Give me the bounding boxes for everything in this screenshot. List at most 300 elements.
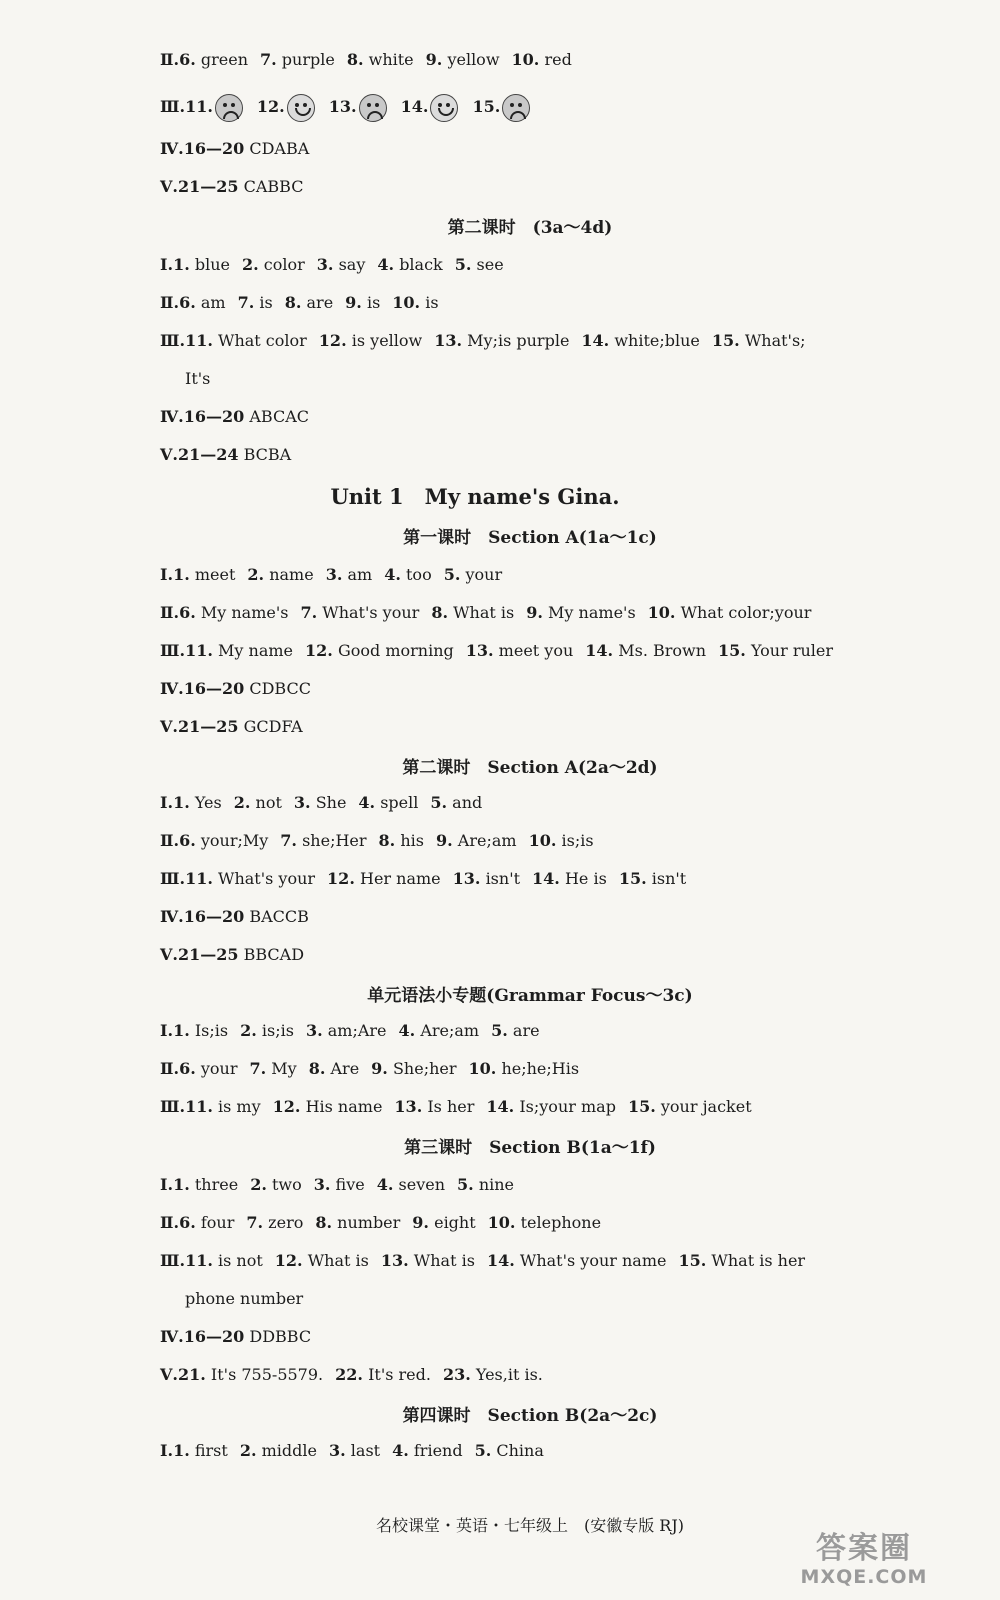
question-number: 7.	[249, 1059, 267, 1078]
answer-line	[160, 1211, 601, 1235]
answer-line	[160, 405, 309, 429]
lesson-heading: 第三课时 Section B(1a～1f)	[404, 1138, 656, 1158]
answer-item	[178, 945, 304, 964]
answer-text: is my	[218, 1097, 261, 1116]
section-numeral: Ⅲ.	[160, 97, 186, 116]
answer-text: is;is	[561, 831, 594, 850]
question-number: 4.	[376, 1175, 394, 1194]
answer-item	[329, 1441, 380, 1460]
answer-item	[314, 1175, 365, 1194]
question-number: 2.	[242, 255, 259, 274]
question-number: 1.	[173, 255, 190, 274]
answer-item	[185, 641, 293, 660]
answer-text: Ms. Brown	[618, 641, 707, 660]
face-eye	[438, 103, 442, 107]
section-numeral: Ⅰ.	[160, 565, 174, 584]
answer-text: Yes	[194, 793, 222, 812]
answer-text: What color	[218, 331, 307, 350]
answer-text: four	[200, 1213, 235, 1232]
answer-text: not	[255, 793, 282, 812]
face-item	[185, 97, 245, 116]
section-numeral: Ⅱ.	[160, 603, 180, 622]
answer-item	[178, 177, 303, 196]
section-numeral: Ⅴ.	[160, 445, 178, 464]
face-eye	[231, 103, 235, 107]
answer-item	[260, 50, 335, 69]
answer-text: GCDFA	[243, 717, 303, 736]
section-numeral: Ⅱ.	[160, 831, 180, 850]
answer-line	[160, 253, 504, 277]
answer-item	[345, 293, 380, 312]
answer-item	[280, 831, 366, 850]
question-number: 9.	[425, 50, 443, 69]
answer-text: My name's	[548, 603, 636, 622]
answer-item	[179, 831, 268, 850]
answer-text: Are;am	[457, 831, 517, 850]
answer-text: is	[425, 293, 439, 312]
answer-text: first	[194, 1441, 228, 1460]
answer-text: Is;your map	[519, 1097, 616, 1116]
question-number: 8.	[378, 831, 396, 850]
answer-item	[317, 255, 366, 274]
answer-line	[160, 329, 806, 353]
section-numeral: Ⅴ.	[160, 717, 178, 736]
answer-item	[294, 793, 347, 812]
question-number: 10.	[487, 1213, 516, 1232]
answer-item	[309, 1059, 359, 1078]
answer-item	[247, 565, 313, 584]
answer-text: seven	[398, 1175, 446, 1194]
face-mouth	[367, 111, 383, 119]
answer-item	[457, 1175, 514, 1194]
answer-item	[491, 1021, 539, 1040]
question-number: 12.	[305, 641, 333, 660]
face-eye	[367, 103, 371, 107]
question-number: 12.	[318, 331, 347, 350]
question-number: 15.	[618, 869, 647, 888]
question-number: 13.	[328, 97, 357, 116]
answer-item	[648, 603, 812, 622]
question-number: 3.	[313, 1175, 331, 1194]
question-number: 4.	[384, 565, 401, 584]
answer-item	[426, 50, 500, 69]
section-numeral: Ⅰ.	[160, 1441, 174, 1460]
question-number: 1.	[173, 1021, 190, 1040]
answer-text: your;My	[200, 831, 269, 850]
question-number: 1.	[173, 1175, 190, 1194]
answer-item	[238, 293, 273, 312]
question-number: 22.	[335, 1365, 363, 1384]
answer-line	[160, 1249, 805, 1273]
answer-text: your jacket	[660, 1097, 752, 1116]
question-number: 6.	[179, 1059, 196, 1078]
answer-text: am;Are	[327, 1021, 387, 1040]
answer-item	[394, 1097, 474, 1116]
answer-text: Is;is	[194, 1021, 229, 1040]
question-number: 7.	[280, 831, 297, 850]
answer-line	[160, 829, 594, 853]
answer-text: three	[194, 1175, 239, 1194]
answer-text: My name	[218, 641, 293, 660]
answer-item	[347, 50, 414, 69]
unit-title: Unit 1 My name's Gina.	[330, 484, 620, 509]
answer-line	[185, 1287, 303, 1311]
answer-text: his	[400, 831, 424, 850]
question-number: 5.	[443, 565, 461, 584]
answer-line	[160, 1173, 514, 1197]
answer-item	[469, 1059, 580, 1078]
face-eye	[375, 103, 379, 107]
answer-item	[319, 331, 422, 350]
question-number: 2.	[233, 793, 251, 812]
answer-text: isn't	[485, 869, 521, 888]
answer-item	[529, 831, 594, 850]
answer-text: meet	[194, 565, 236, 584]
question-number: 3.	[293, 793, 311, 812]
answer-item	[628, 1097, 752, 1116]
answer-text: Is her	[427, 1097, 475, 1116]
question-number: 6.	[179, 1213, 196, 1232]
answer-line	[160, 791, 482, 815]
answer-text: meet you	[498, 641, 574, 660]
question-number: 2.	[239, 1441, 257, 1460]
answer-item	[431, 603, 514, 622]
answer-item	[377, 1175, 445, 1194]
answer-item	[335, 1365, 431, 1384]
section-numeral: Ⅰ.	[160, 255, 174, 274]
question-number: 11.	[185, 1097, 213, 1116]
section-numeral: Ⅳ.	[160, 139, 184, 158]
answer-text: two	[271, 1175, 302, 1194]
question-number: 11.	[185, 869, 213, 888]
answer-text: What color;your	[680, 603, 812, 622]
section-numeral: Ⅳ.	[160, 907, 184, 926]
answer-item	[178, 445, 291, 464]
question-number: 9.	[435, 831, 453, 850]
answer-text: color	[263, 255, 305, 274]
section-numeral: Ⅲ.	[160, 641, 186, 660]
answer-item	[273, 1097, 383, 1116]
answer-item	[392, 1441, 463, 1460]
answer-item	[184, 407, 309, 426]
face-eye	[446, 103, 450, 107]
answer-text: ABCAC	[249, 407, 310, 426]
question-number: 15.	[718, 641, 746, 660]
answer-text: is	[259, 293, 273, 312]
face-eye	[223, 103, 227, 107]
question-number: 7.	[237, 293, 255, 312]
answer-text: am	[200, 293, 226, 312]
question-number: 7.	[246, 1213, 264, 1232]
answer-text: Your ruler	[750, 641, 833, 660]
answer-line	[160, 715, 303, 739]
answer-item	[285, 293, 333, 312]
lesson-heading: 单元语法小专题(Grammar Focus～3c)	[367, 986, 693, 1006]
question-number: 10.	[528, 831, 557, 850]
answer-text: CABBC	[243, 177, 304, 196]
question-number: 4.	[358, 793, 376, 812]
question-number: 13.	[380, 1251, 409, 1270]
question-number: 15.	[627, 1097, 656, 1116]
answer-item	[585, 641, 706, 660]
answer-item	[581, 331, 699, 350]
question-number: 5.	[430, 793, 448, 812]
section-numeral: Ⅲ.	[160, 331, 186, 350]
answer-text: My	[271, 1059, 297, 1078]
answer-item	[300, 603, 419, 622]
answer-item	[453, 869, 520, 888]
answer-text: It's 755-5579.	[210, 1365, 324, 1384]
answer-line	[160, 905, 309, 929]
question-number: 21.	[177, 1365, 206, 1384]
question-number: 5.	[457, 1175, 474, 1194]
question-number: 14.	[486, 1251, 515, 1270]
question-number: 16—20	[183, 139, 245, 158]
question-number: 10.	[511, 50, 540, 69]
answer-text: What's your name	[519, 1251, 667, 1270]
question-number: 11.	[185, 641, 213, 660]
lesson-heading: 第二课时 (3a～4d)	[447, 218, 613, 238]
answer-text: name	[269, 565, 314, 584]
answer-item	[185, 369, 210, 388]
answer-line	[160, 601, 811, 625]
answer-item	[358, 793, 418, 812]
question-number: 12.	[327, 869, 355, 888]
answer-item	[326, 565, 373, 584]
answer-text: he;he;His	[501, 1059, 580, 1078]
question-number: 21—24	[177, 445, 239, 464]
answer-item	[184, 679, 311, 698]
section-numeral: Ⅲ.	[160, 869, 186, 888]
answer-item	[430, 793, 482, 812]
question-number: 3.	[316, 255, 334, 274]
watermark-text: 答案圈	[816, 1531, 912, 1566]
answer-item	[475, 1441, 544, 1460]
answer-item	[185, 1097, 261, 1116]
answer-text: China	[496, 1441, 544, 1460]
answer-text: He is	[564, 869, 607, 888]
answer-text: She;her	[392, 1059, 457, 1078]
answer-text: Are;am	[420, 1021, 480, 1040]
face-eye	[303, 103, 307, 107]
answer-line	[160, 943, 304, 967]
section-numeral: Ⅲ.	[160, 1251, 186, 1270]
answer-item	[377, 255, 442, 274]
question-number: 14.	[585, 641, 614, 660]
page-footer: 名校课堂・英语・七年级上 (安徽专版 RJ)	[375, 1516, 685, 1535]
answer-item	[179, 50, 248, 69]
section-numeral: Ⅱ.	[160, 50, 180, 69]
answer-item	[240, 1021, 294, 1040]
answer-item	[173, 1175, 238, 1194]
sad-face-icon	[359, 94, 387, 122]
question-number: 6.	[179, 603, 196, 622]
answer-text: BBCAD	[243, 945, 305, 964]
answer-item	[184, 1327, 311, 1346]
answer-text: phone number	[185, 1289, 304, 1308]
answer-line	[160, 175, 303, 199]
answer-text: are	[306, 293, 334, 312]
answer-text: too	[406, 565, 432, 584]
answer-item	[305, 641, 454, 660]
question-number: 11.	[185, 1251, 213, 1270]
answer-text: your	[200, 1059, 238, 1078]
answer-text: purple	[281, 50, 335, 69]
question-number: 7.	[300, 603, 318, 622]
question-number: 15.	[711, 331, 740, 350]
question-number: 5.	[474, 1441, 492, 1460]
question-number: 12.	[256, 97, 285, 116]
answer-text: Are	[330, 1059, 360, 1078]
answer-line	[160, 1019, 540, 1043]
answer-text: white;blue	[614, 331, 700, 350]
question-number: 1.	[173, 565, 190, 584]
question-number: 21—25	[177, 945, 239, 964]
answer-text: zero	[268, 1213, 304, 1232]
question-number: 2.	[250, 1175, 267, 1194]
answer-text: last	[350, 1441, 381, 1460]
face-eye	[518, 103, 522, 107]
question-number: 12.	[272, 1097, 301, 1116]
answer-item	[444, 565, 502, 584]
answer-item	[379, 831, 424, 850]
answer-item	[173, 1441, 228, 1460]
question-number: 8.	[308, 1059, 326, 1078]
answer-item	[173, 565, 235, 584]
answer-item	[184, 139, 310, 158]
question-number: 6.	[179, 50, 196, 69]
question-number: 8.	[315, 1213, 333, 1232]
answer-text: your	[465, 565, 503, 584]
answer-item	[488, 1213, 601, 1232]
face-eye	[295, 103, 299, 107]
question-number: 11.	[185, 331, 213, 350]
face-item	[401, 97, 461, 116]
answer-text: What is	[413, 1251, 475, 1270]
answer-item	[240, 1441, 317, 1460]
question-number: 8.	[431, 603, 449, 622]
answer-text: say	[338, 255, 366, 274]
answer-item	[179, 1213, 234, 1232]
answer-text: What's your	[218, 869, 316, 888]
answer-text: friend	[413, 1441, 463, 1460]
answer-item	[487, 1251, 667, 1270]
answer-line	[160, 137, 309, 161]
answer-line	[160, 48, 572, 72]
answer-text: My;is purple	[467, 331, 570, 350]
answer-text: It's	[185, 369, 211, 388]
answer-item	[327, 869, 441, 888]
question-number: 4.	[392, 1441, 409, 1460]
answer-text: spell	[380, 793, 419, 812]
answer-text: see	[476, 255, 504, 274]
answer-item	[178, 717, 303, 736]
answer-text: blue	[194, 255, 230, 274]
answer-item	[384, 565, 432, 584]
answer-line	[160, 291, 439, 315]
question-number: 13.	[434, 331, 463, 350]
answer-text: yellow	[447, 50, 500, 69]
answer-text: His name	[305, 1097, 383, 1116]
answer-text: red	[544, 50, 572, 69]
answer-text: CDABA	[249, 139, 310, 158]
faces-line	[160, 91, 532, 123]
happy-face-icon	[287, 94, 315, 122]
answer-text: Good morning	[337, 641, 454, 660]
answer-text: What is her	[711, 1251, 806, 1270]
answer-item	[718, 641, 833, 660]
question-number: 8.	[346, 50, 364, 69]
answer-text: black	[399, 255, 443, 274]
answer-text: CDBCC	[249, 679, 311, 698]
answer-item	[275, 1251, 369, 1270]
answer-item	[173, 1021, 228, 1040]
face-mouth	[438, 108, 454, 116]
answer-text: She	[315, 793, 347, 812]
question-number: 6.	[179, 293, 196, 312]
answer-text: middle	[261, 1441, 317, 1460]
question-number: 8.	[284, 293, 302, 312]
question-number: 1.	[173, 1441, 190, 1460]
answer-item	[526, 603, 635, 622]
question-number: 13.	[394, 1097, 423, 1116]
question-number: 3.	[325, 565, 343, 584]
answer-text: BACCB	[249, 907, 309, 926]
question-number: 3.	[328, 1441, 346, 1460]
answer-text: What is	[307, 1251, 369, 1270]
section-numeral: Ⅲ.	[160, 1097, 186, 1116]
question-number: 14.	[486, 1097, 515, 1116]
face-eye	[510, 103, 514, 107]
answer-text: DDBBC	[249, 1327, 312, 1346]
answer-item	[466, 641, 574, 660]
question-number: 9.	[371, 1059, 388, 1078]
question-number: 14.	[581, 331, 610, 350]
answer-line	[160, 1057, 579, 1081]
answer-text: are	[512, 1021, 540, 1040]
watermark-logo	[754, 1533, 974, 1593]
question-number: 16—20	[183, 407, 245, 426]
answer-line	[160, 639, 833, 663]
answer-text: is;is	[261, 1021, 294, 1040]
answer-item	[173, 793, 222, 812]
question-number: 2.	[240, 1021, 257, 1040]
lesson-heading: 第一课时 Section A(1a～1c)	[403, 528, 657, 548]
question-number: 1.	[173, 793, 190, 812]
question-number: 7.	[260, 50, 277, 69]
question-number: 14.	[400, 97, 429, 116]
answer-text: is yellow	[351, 331, 423, 350]
answer-line	[160, 1363, 543, 1387]
section-numeral: Ⅰ.	[160, 793, 174, 812]
answer-item	[455, 255, 504, 274]
answer-text: BCBA	[243, 445, 292, 464]
section-numeral: Ⅴ.	[160, 1365, 178, 1384]
question-number: 14.	[532, 869, 560, 888]
question-number: 5.	[491, 1021, 508, 1040]
answer-item	[434, 331, 569, 350]
answer-item	[250, 1175, 302, 1194]
answer-line	[160, 1325, 311, 1349]
answer-item	[381, 1251, 475, 1270]
answer-text: and	[452, 793, 483, 812]
answer-line	[160, 563, 502, 587]
face-item	[472, 97, 532, 116]
answer-text: What is	[453, 603, 515, 622]
answer-item	[399, 1021, 480, 1040]
answer-text: My name's	[200, 603, 289, 622]
answer-item	[678, 1251, 805, 1270]
